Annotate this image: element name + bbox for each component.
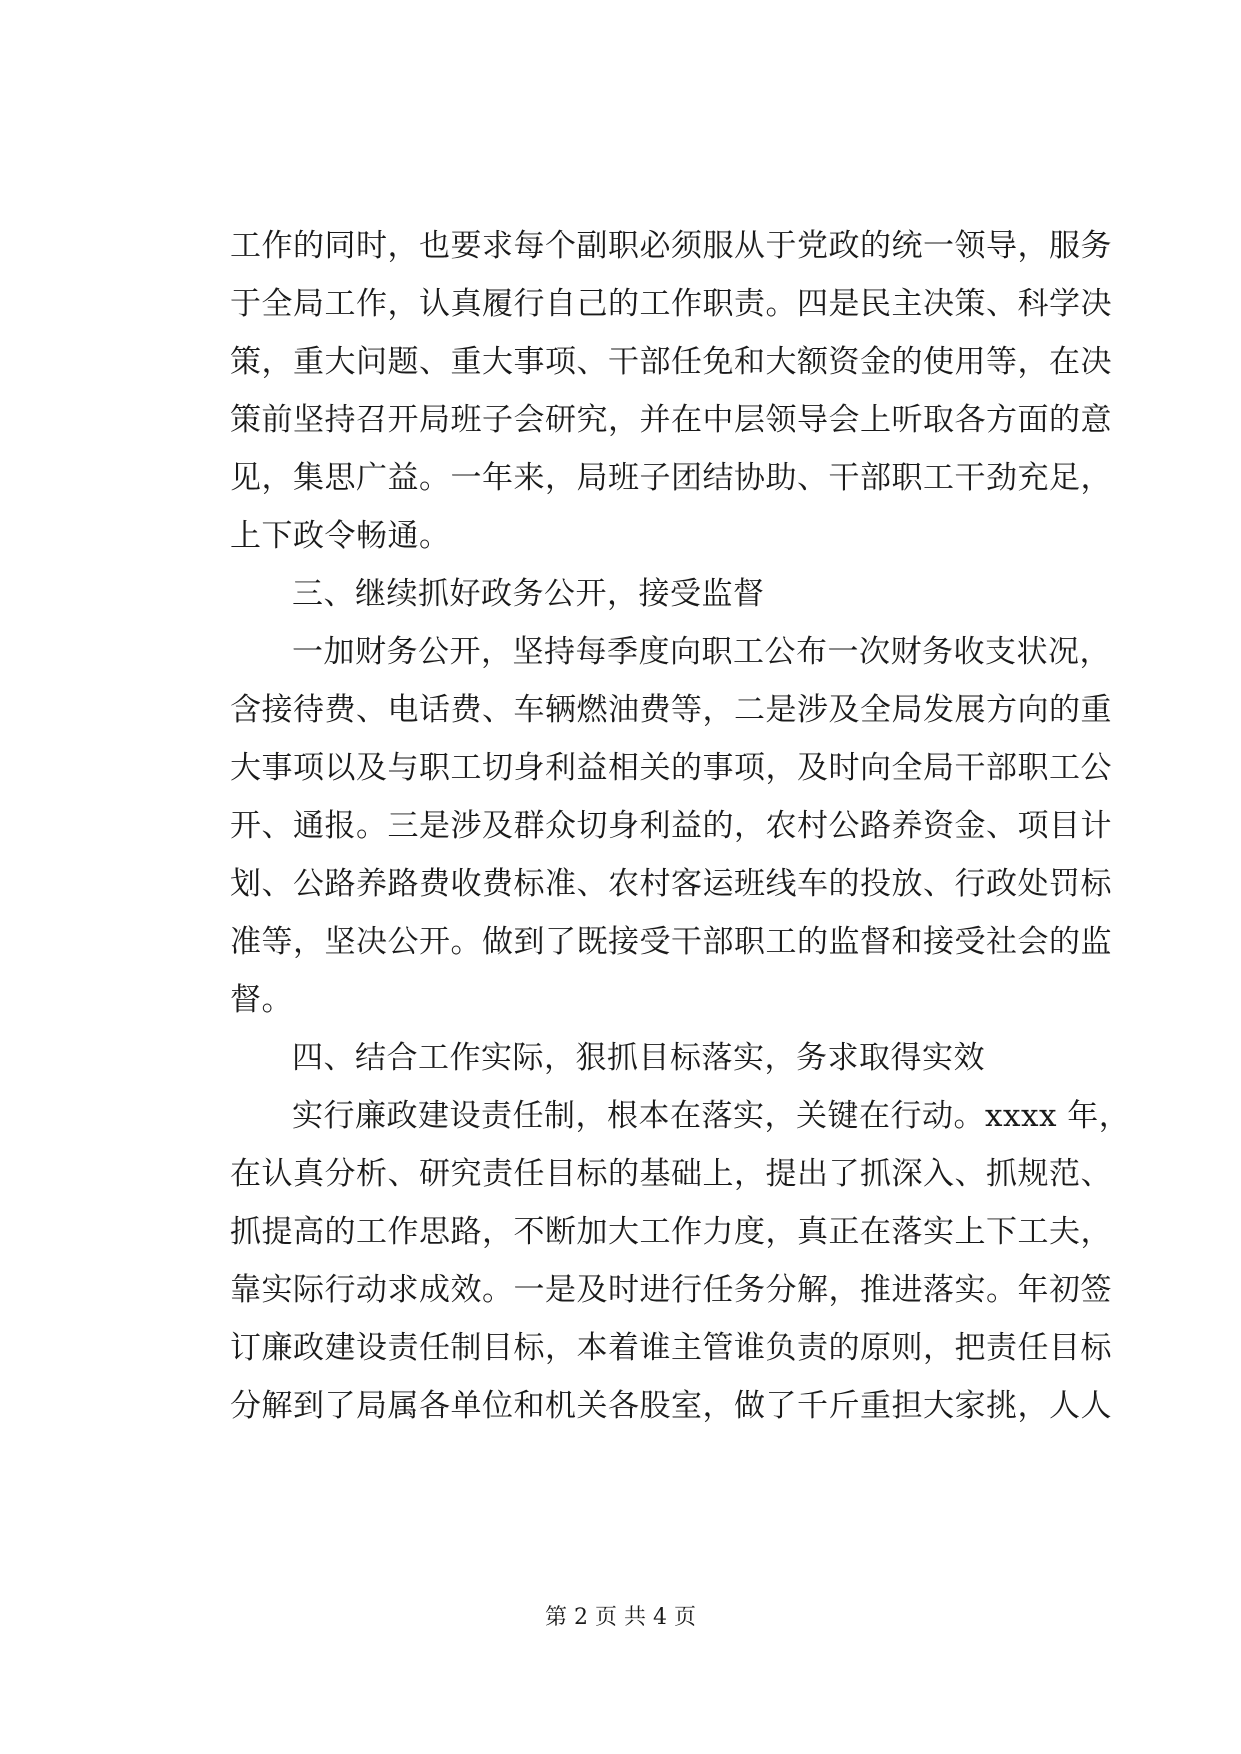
page-footer: 第 2 页 共 4 页	[545, 1605, 696, 1630]
paragraph-first-line: 实行廉政建设责任制，根本在落实，关键在行动。xxxx 年，	[292, 1098, 1131, 1134]
text-line: 策，重大问题、重大事项、干部任免和大额资金的使用等，在决	[230, 344, 1112, 380]
text-line: 含接待费、电话费、车辆燃油费等，二是涉及全局发展方向的重	[230, 692, 1112, 728]
text-line: 大事项以及与职工切身利益相关的事项，及时向全局干部职工公	[230, 750, 1112, 786]
section-heading: 三、继续抓好政务公开，接受监督	[292, 576, 765, 612]
text-line: 抓提高的工作思路，不断加大工作力度，真正在落实上下工夫，	[230, 1214, 1112, 1250]
text-line: 上下政令畅通。	[230, 518, 451, 554]
text-line: 靠实际行动求成效。一是及时进行任务分解，推进落实。年初签	[230, 1272, 1112, 1308]
text-line: 准等，坚决公开。做到了既接受干部职工的监督和接受社会的监	[230, 924, 1112, 960]
section-heading: 四、结合工作实际，狠抓目标落实，务求取得实效	[292, 1040, 985, 1076]
text-line: 订廉政建设责任制目标，本着谁主管谁负责的原则，把责任目标	[230, 1330, 1112, 1366]
text-line: 策前坚持召开局班子会研究，并在中层领导会上听取各方面的意	[230, 402, 1112, 438]
paragraph-first-line: 一加财务公开，坚持每季度向职工公布一次财务收支状况，	[292, 634, 1111, 670]
text-line: 见，集思广益。一年来，局班子团结协助、干部职工干劲充足，	[230, 460, 1112, 496]
text-line: 督。	[230, 982, 293, 1018]
text-line: 开、通报。三是涉及群众切身利益的，农村公路养资金、项目计	[230, 808, 1112, 844]
text-line: 划、公路养路费收费标准、农村客运班线车的投放、行政处罚标	[230, 866, 1112, 902]
text-line: 分解到了局属各单位和机关各股室，做了千斤重担大家挑，人人	[230, 1388, 1112, 1424]
text-line: 在认真分析、研究责任目标的基础上，提出了抓深入、抓规范、	[230, 1156, 1112, 1192]
text-line: 于全局工作，认真履行自己的工作职责。四是民主决策、科学决	[230, 286, 1112, 322]
text-line: 工作的同时，也要求每个副职必须服从于党政的统一领导，服务	[230, 228, 1112, 264]
